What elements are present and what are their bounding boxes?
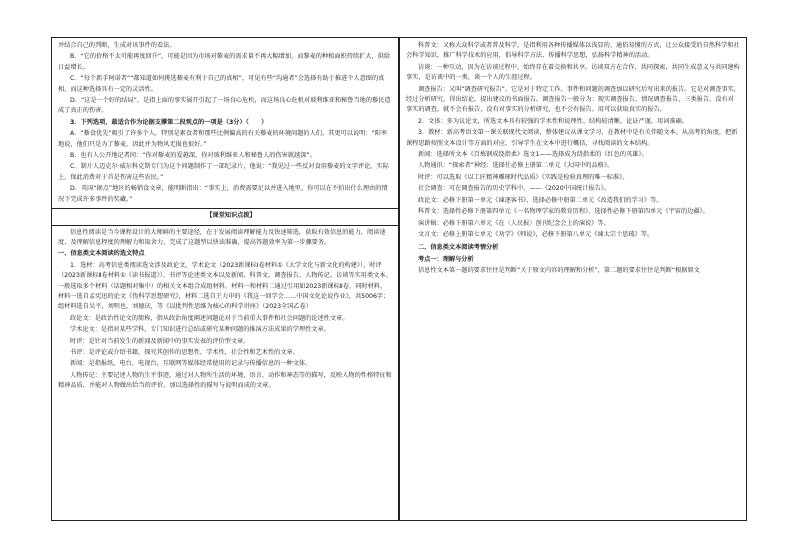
- option-c: C．制片人迈克尔·威尔科克斯专门为这个问题制作了一部纪录片，他说：“我见过一些反对食用藜麦的文字评论，实际上，保此消费对于首是伤害这些农民。”: [58, 163, 389, 181]
- paragraph: 时评：可以选取《以工匠精神雕琢时代品质》《实践是检验真理的唯一标准》。: [418, 173, 629, 181]
- right-column: [399, 37, 747, 521]
- paragraph: 政论文：必修下册第一单元《谏逐客书》、选择必修中册第二单元《改造我们的学习》等。: [418, 196, 663, 204]
- paragraph: 信息性文本第一题的要求往往是判断“关于原文内容的理解和分析”，第二题的要求往往是判断“根据原文: [418, 267, 700, 275]
- option-a: A．“藜食优先”吸引了许多个人，特别是素食者和那些比例偏高的有关藜麦的环境问题的人们。其更可以说明：“阳率地说，他们只是为了藜麦，因此并为物风无损也很好。”: [58, 130, 388, 148]
- section-heading: 二、信息类文本阅读考情分析: [418, 244, 499, 252]
- paragraph: 人物传记：主要记述人物的生平事迹，通过对人物所生活的环境、语言、动作和神态等的描写，反映人物的性格特征和精神品质，并能对人物做出恰当的评价，加以选择性的描写与说明而成的文章。: [58, 371, 392, 390]
- option-d: D．英国“据点”地区的畅销食文章，能明断指出：“事实上，消费需要足以并进入地里，你可以在不拍出什么理由的情况下完成许多事件的奖藏。”: [58, 185, 388, 203]
- section-divider: [52, 208, 398, 209]
- box-title: 【课堂知识点拨】: [206, 212, 256, 220]
- paragraph: 访谈：一种互动，因为在访谈过程中，始终存在着交换和共享。访谈双方在合作，共同探索，共同生成意义与共同建构事实，是访谈中的一类，谈一个人的生涯过程。: [406, 63, 740, 82]
- section-heading: 一、信息类文本阅读的选文特点: [58, 250, 145, 258]
- subsection-heading: 考点一：理解与分析: [418, 255, 474, 263]
- paragraph: 3．教材：新高考语文第一课关联现代文阅读，整体建议从课文学习，在教材中是有关伴随文本。从高考的角度，把新课程思路按照文本设计等方面的对应，引导学生在文本中进行概括，寻找阅读的文本结构。: [406, 129, 738, 147]
- option-c: C．“每个新手阿诺者”“都知道如何挑选藜麦有利于自己的真相”，可见有些“沟通者”会选择有助于推进个人意图的真相，而这种选择具有一定的灵活性。: [58, 75, 385, 93]
- paragraph: 新闻：是指报纸，电台，电视台，互联网等媒体经常使用的记录与传播信息的一种文体。: [70, 360, 312, 368]
- left-column: [51, 37, 399, 521]
- paragraph: 时评：是针对当前发生的新闻及新闻中的事实发表的评价型文章。: [70, 337, 250, 345]
- paragraph: 1．选材：高考信息类阅读选文涉及政论文、学术论文（2023新课标Ⅰ卷材料①《大学文化与新文化的构建》），时评（2023新课标Ⅱ卷材料①《读书报道》）、书评等论述类文本以及新闻、科普文、调查报告、人物传记、访谈等实用类文本。一般选取多个材料（话题相对集中）的相关文本组合成组材料，材料一和材料二通过引用如2023新课标Ⅱ卷，同时材料，材料一选自孟宪迅的论文《伪科学思想研究》，材料二选自王力申的《我这一回学会……中国文化论说作业》，共5006字；组材料选自吴平，刘明也，刘德庆，等《以批判性思维为核心的科学讲座》（2023全国乙卷）: [58, 261, 392, 311]
- option-d: D．“这是一个好的结局”，是指上面的事实展开引起了一场良心危机，而这场良心危机对玻利维亚和秘鲁当地的藜民造成了真正的伤害。: [58, 97, 391, 115]
- question-3: 3．下列选项，最适合作为论据支撑第二段观点的一项是（3分）（ ）: [70, 118, 268, 126]
- paragraph: 社会调查：可在调查报告的历史学科中，——《2020中国统计报告》。: [418, 185, 611, 193]
- text-line: 并结合自己的判断，生成对该事件的看法。: [58, 42, 176, 49]
- section-divider: [52, 225, 398, 226]
- intro-paragraph: 信息性阅读是当今课程设计的大师鲜的主要途径，在于发展阅读理解能力及快速筛选，获取有效信息的能力，阅读速度、及理解信息程度的理解力和取舍力，完成了这题型以快读准确，提高答题效率为第一步骤要务。: [58, 228, 386, 246]
- paragraph: 文言文：必修上册第七单元《劝学》《师说》，必修下册第八单元《谏太宗十思疏》等。: [418, 230, 654, 238]
- option-b: B．也有人公开地记者问：“你对藜麦的爱越深，你对玻利维亚人和秘鲁人的伤害就越深”。: [70, 152, 316, 160]
- paragraph: 学术论文：是指对某些学科，专门知识进行总结或研究某种问题的推演方法成果的学理性文章。: [70, 326, 330, 334]
- paragraph: 政论文：是政治性论文的简称，指从政治角度阐述问题论对于当前重大事件和社会问题的论述性文章。: [70, 314, 349, 322]
- paragraph: 人物通讯：“探索者”神经：选择仕必修上册第二单元《大国中的品格》。: [418, 162, 614, 170]
- paragraph: 新闻：选择所文本《百炼钢成绕指柔》选文1——选择成为绕指柔的《红色的英雄》。: [418, 151, 648, 159]
- paragraph: 演讲稿：必修下册第六单元《在〈人民报〉创刊纪念会上的演说》等。: [418, 219, 610, 227]
- paragraph: 科普文：又称大众科学或者普及科学，是指利用各种传播媒体以浅显的、通俗易懂的方式，让公众接受的自然科学和社会科学知识，推广科学技术的应用，倡导科学方法，传播科学思想，弘扬科学精神的活动。: [406, 42, 740, 60]
- paragraph: 科普文：选择性必修下册第四单元《一名物理学家的教育历程》、选择性必修下册第四单元《宇宙的边疆》。: [418, 208, 709, 216]
- paragraph: 书评：是评论或介绍书籍，探究其创作的思想性，学术性，社会性和艺术性的文章。: [70, 348, 299, 356]
- paragraph: 2．文体：多为议论文，所选文本具有较强的学术性和说理性。结构较清晰，论证严谨，用词准确。: [418, 117, 688, 125]
- option-b: B．“它的价格不太可能再度回升”，可能是因为市场对黎麦的需求量不再大幅增加，而黎麦的种植面积持续扩大，供给日益增长。: [58, 53, 391, 71]
- paragraph: 调查报告：又叫“调查研究报告”。它是对于特定工作、事件和问题的调查加以研究后写出来的报告。它是对调查事实，经过分析研究，得出结论，提出建议的书面报告。调查报告一般分为：现实调查报告、情况调查报告、三类报告，没有对事实的调查，就不会有报告，没有对事实的分析研究，也不会有报告。用可以获取真实的报告。: [406, 85, 740, 114]
